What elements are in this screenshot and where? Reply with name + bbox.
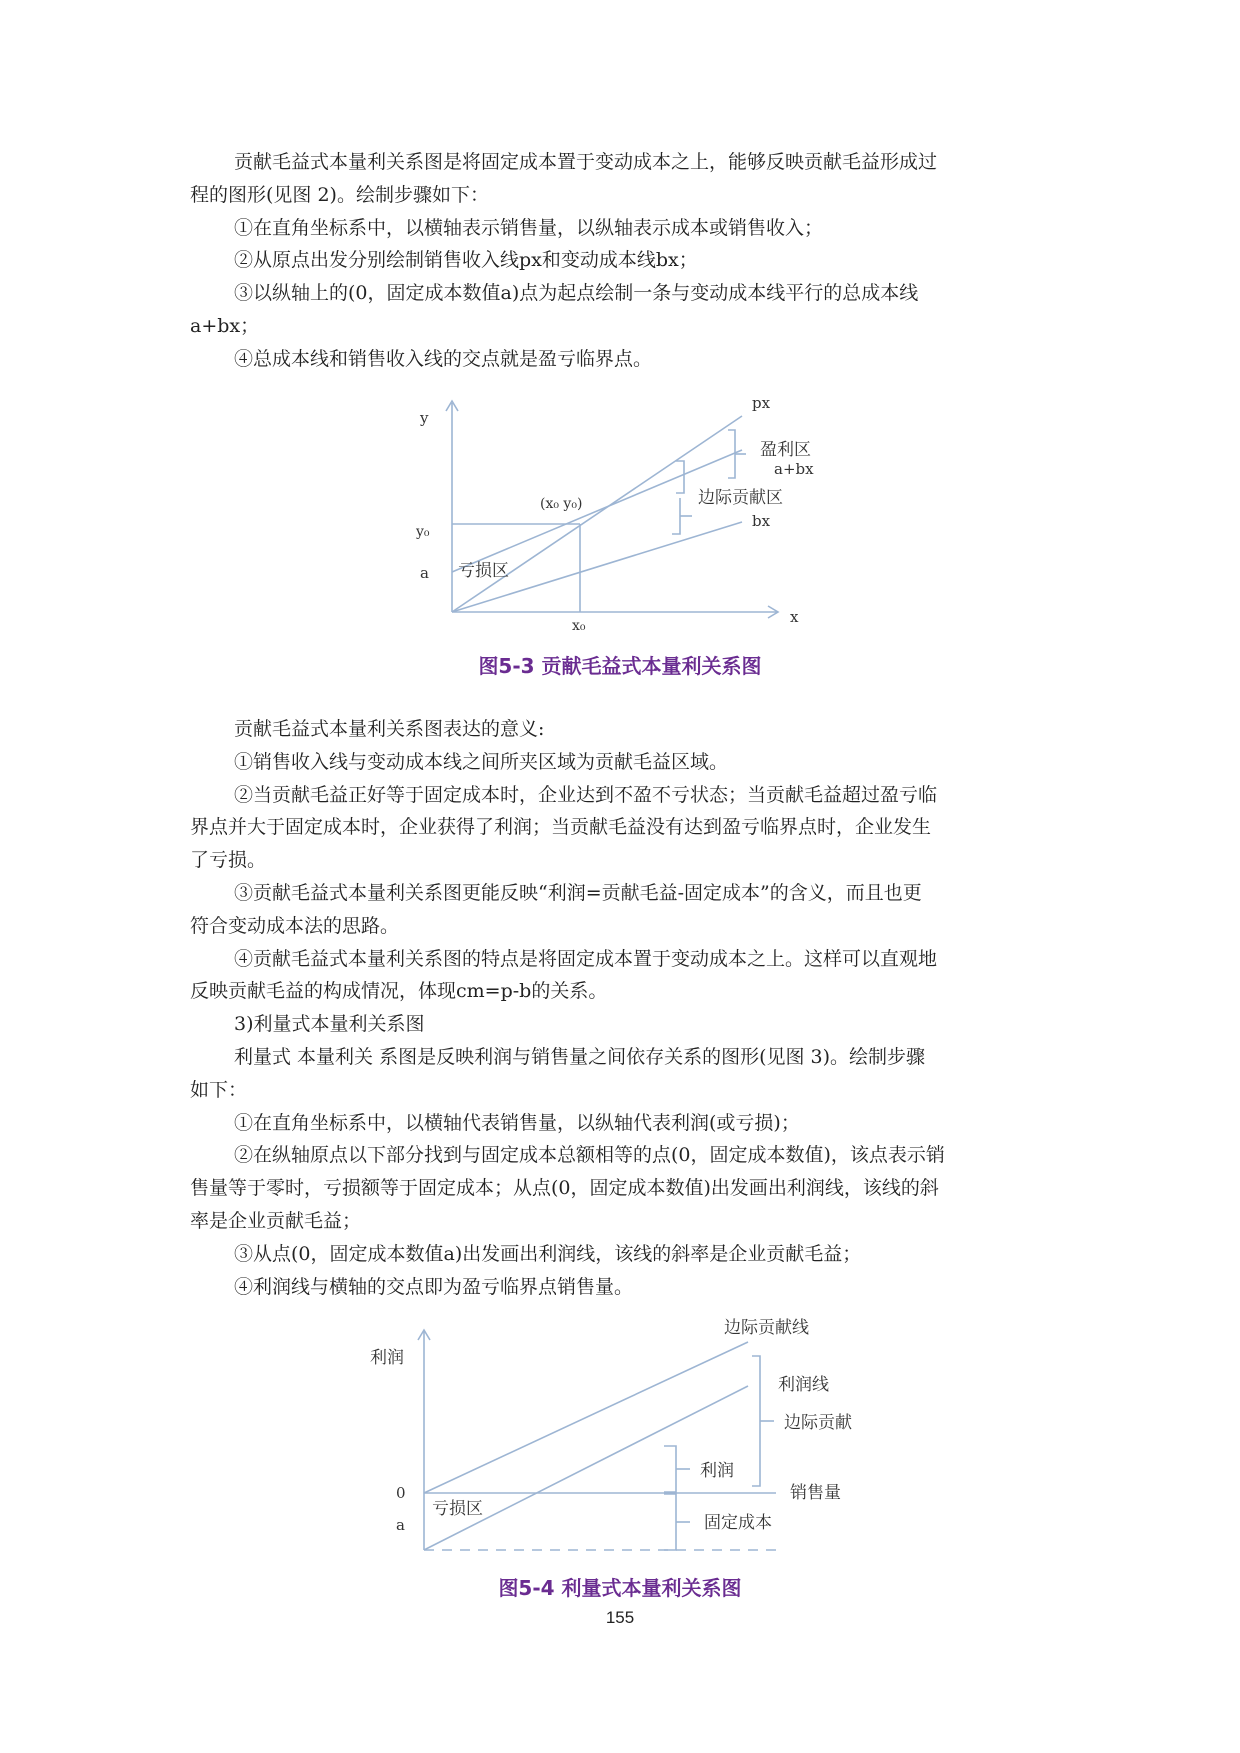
paragraph: 反映贡献毛益的构成情况，体现cm=p-b的关系。 (190, 980, 608, 1003)
profit-bracket (664, 1446, 676, 1492)
paragraph: 符合变动成本法的思路。 (190, 914, 400, 937)
y-axis-label: y (420, 409, 429, 427)
section2-text (190, 713, 1060, 1303)
step-item: ①在直角坐标系中，以横轴代表销售量，以纵轴代表利润(或亏损)； (234, 1111, 800, 1134)
section1-text (190, 146, 1060, 376)
margin-zone-bracket (672, 498, 680, 534)
profit-line-label: 利润线 (778, 1375, 829, 1395)
step-item: ③以纵轴上的(0，固定成本数值a)点为起点绘制一条与变动成本线平行的总成本线 (234, 282, 919, 305)
fixed-cost-label: a (420, 564, 429, 582)
margin-label: 边际贡献 (784, 1413, 852, 1433)
x-axis-label: x (790, 608, 799, 626)
profit-axis-label: 利润 (370, 1348, 404, 1368)
figure-cvp-contribution-svg (400, 390, 840, 640)
step-item: ①在直角坐标系中，以横轴表示销售量，以纵轴表示成本或销售收入； (234, 216, 824, 239)
loss-zone-label: 亏损区 (458, 561, 509, 581)
loss-zone-label: 亏损区 (432, 1499, 483, 1519)
paragraph: ①销售收入线与变动成本线之间所夹区域为贡献毛益区域。 (234, 750, 729, 773)
variable-cost-label: bx (752, 512, 771, 530)
paragraph: 贡献毛益式本量利关系图表达的意义: (234, 718, 545, 740)
step-item: ③从点(0，固定成本数值a)出发画出利润线，该线的斜率是企业贡献毛益； (234, 1242, 862, 1265)
step-item: ④总成本线和销售收入线的交点就是盈亏临界点。 (234, 347, 653, 370)
fixed-cost-label: 固定成本 (704, 1513, 772, 1533)
margin-line-label: 边际贡献线 (724, 1318, 809, 1338)
step-item: 售量等于零时，亏损额等于固定成本；从点(0，固定成本数值)出发画出利润线，该线的斜 (190, 1177, 939, 1200)
profit-zone-label: 盈利区 (760, 440, 811, 460)
figure-profit-volume-svg (360, 1310, 880, 1570)
figure1-caption: 图5-3 贡献毛益式本量利关系图 (478, 654, 762, 678)
paragraph: ③贡献毛益式本量利关系图更能反映“利润=贡献毛益-固定成本”的含义，而且也更 (234, 881, 922, 904)
margin-zone-label: 边际贡献区 (698, 488, 783, 508)
paragraph: 贡献毛益式本量利关系图是将固定成本置于变动成本之上，能够反映贡献毛益形成过 (234, 151, 938, 173)
breakeven-point-label: (x₀ y₀) (540, 496, 583, 512)
figure-cvp-contribution (400, 390, 840, 644)
margin-bracket (752, 1356, 760, 1486)
sales-label: 销售量 (790, 1483, 841, 1503)
figure-profit-volume (360, 1310, 880, 1574)
fixed-cost-a-label: a (396, 1516, 405, 1534)
total-cost-line (452, 450, 742, 572)
paragraph: 利量式 本量利关 系图是反映利润与销售量之间依存关系的图形(见图 3)。绘制步骤 (234, 1045, 926, 1068)
paragraph: ④贡献毛益式本量利关系图的特点是将固定成本置于变动成本之上。这样可以直观地 (234, 947, 938, 970)
paragraph: 了亏损。 (190, 849, 267, 872)
step-item: a+bx； (190, 314, 260, 337)
y0-label: y₀ (416, 524, 430, 540)
paragraph: 如下： (190, 1078, 248, 1101)
paragraph: 程的图形(见图 2)。绘制步骤如下： (190, 183, 489, 206)
profit-label: 利润 (700, 1461, 734, 1481)
revenue-line-px (452, 416, 742, 612)
x0-label: x₀ (572, 618, 586, 634)
figure2-caption: 图5-4 利量式本量利关系图 (498, 1576, 742, 1600)
revenue-line-label: px (752, 394, 771, 412)
page-number: 155 (605, 1608, 635, 1627)
paragraph: ②当贡献毛益正好等于固定成本时，企业达到不盈不亏状态；当贡献毛益超过盈亏临 (234, 783, 938, 806)
step-item: ④利润线与横轴的交点即为盈亏临界点销售量。 (234, 1275, 634, 1298)
step-item: ②在纵轴原点以下部分找到与固定成本总额相等的点(0，固定成本数值)，该点表示销 (234, 1144, 945, 1167)
fixed-cost-bracket (664, 1494, 676, 1550)
zero-label: 0 (396, 1484, 406, 1502)
paragraph: 界点并大于固定成本时，企业获得了利润；当贡献毛益没有达到盈亏临界点时，企业发生 (190, 816, 932, 839)
total-cost-label: a+bx (774, 460, 814, 478)
step-item: ②从原点出发分别绘制销售收入线px和变动成本线bx； (234, 249, 698, 272)
step-item: 率是企业贡献毛益； (190, 1209, 362, 1232)
sub-heading: 3)利量式本量利关系图 (234, 1013, 425, 1036)
